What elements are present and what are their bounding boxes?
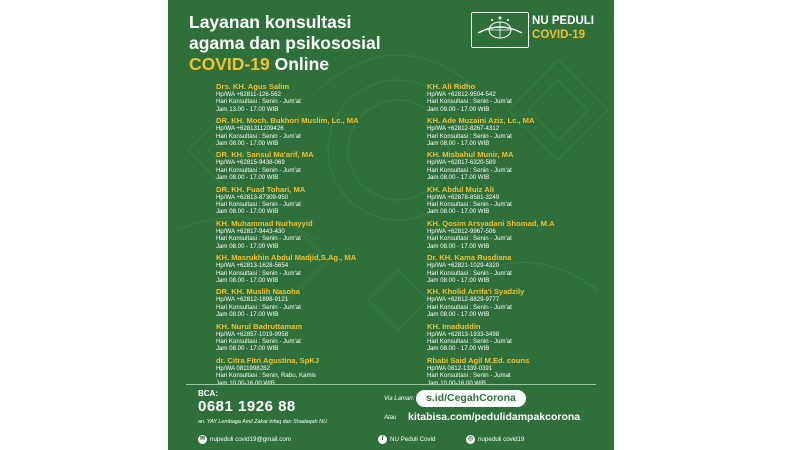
facebook-text: NU Peduli Covid xyxy=(390,435,436,443)
bca-account-number: 0681 1926 88 xyxy=(198,398,296,415)
kitabisa-link[interactable]: kitabisa.com/pedulidampakcorona xyxy=(408,411,581,423)
consultant-phone: Hp/WA +62812-9504-542 xyxy=(427,91,496,98)
social-email xyxy=(198,433,291,445)
consultant-name: DR. KH. Moch. Bukhori Muslim, Lc., MA xyxy=(216,116,359,126)
consultant-name: KH. Misbahul Munir, MA xyxy=(427,150,514,160)
consultant-phone: Hp/WA +62815-9438-069 xyxy=(216,159,285,167)
instagram-text: nupeduli covid19 xyxy=(478,435,525,443)
consultant-name: KH. Masrukhin Abdul Madjid,S.Ag., MA xyxy=(216,253,357,263)
consultant-days: Hari Konsultasi : Senin - Jum'at xyxy=(427,337,512,345)
consultant-phone: Hp/WA +62821-1029-4320 xyxy=(427,262,500,270)
consultant-days: Hari Konsultasi : Senin - Jum'at xyxy=(427,303,512,311)
consultant-days: Hari Konsultasi : Senin - Jum'at xyxy=(216,98,301,106)
consultant-name: KH. Muhammad Nurhayyid xyxy=(216,218,313,228)
consultant-days: Hari Konsultasi : Senin - Jumat xyxy=(427,372,511,380)
consultant-hours: Jam 08.00 - 17.00 WIB xyxy=(216,242,279,250)
consultant-list-right xyxy=(427,82,614,390)
consultant-name: KH. Kholid Arrifa'i Syadzily xyxy=(427,287,525,297)
consultant-name: Dr. KH. Kama Rusdiana xyxy=(427,253,512,263)
consultant-phone: Hp/WA +62857-1019-9958 xyxy=(216,330,289,338)
consultant-name: KH. Imaduddin xyxy=(427,321,481,331)
consultant-phone: Hp/WA +62817-9443-430 xyxy=(216,227,285,235)
social-instagram xyxy=(466,433,524,445)
consultant-days: Hari Konsultasi : Senin - Jum'at xyxy=(427,235,512,243)
logo-text xyxy=(532,14,594,42)
poster-title xyxy=(189,12,381,75)
consultant-hours: Jam 08.00 - 17.00 WIB xyxy=(427,140,490,148)
consultant-entry xyxy=(216,287,421,318)
consultant-list-left xyxy=(216,82,421,390)
via-label: Via Laman: xyxy=(384,396,415,402)
consultant-name: dr. Citra Fitri Agustina, SpKJ xyxy=(216,355,320,365)
consultant-name: KH. Ali Ridho xyxy=(427,82,476,91)
consultant-phone: Hp/WA +62813-1628-5654 xyxy=(216,262,289,270)
consultant-hours: Jam 08.00 - 17.00 WIB xyxy=(427,242,490,250)
consultant-days: Hari Konsultasi : Senin - Jum'at xyxy=(216,303,301,311)
consultant-hours: Jam 08.00 - 17.00 WIB xyxy=(216,276,279,284)
consultant-hours: Jam 08.00 - 17.00 WIB xyxy=(427,174,490,182)
consultant-name: KH. Qosim Arsyadani Shomad, M.A xyxy=(427,218,555,228)
title-line-3 xyxy=(189,54,381,75)
title-line-2: agama dan psikososial xyxy=(189,33,381,53)
title-line-1: Layanan konsultasi xyxy=(189,12,352,32)
bca-label: BCA: xyxy=(198,389,218,398)
facebook-icon: f xyxy=(378,435,387,444)
consultant-days: Hari Konsultasi : Senin - Jum'at xyxy=(427,166,512,174)
consultant-phone: Hp/WA +62812-8829-9777 xyxy=(427,296,500,304)
logo-text-line-1: NU PEDULI xyxy=(532,15,594,27)
consultant-days: Hari Konsultasi : Senin - Jum'at xyxy=(427,132,512,140)
consultant-phone: Hp/WA +6281311209426 xyxy=(216,125,284,133)
consultant-days: Hari Konsultasi : Senin - Jum'at xyxy=(216,337,301,345)
consultant-hours: Jam 13.00 - 17.00 WIB xyxy=(216,105,279,113)
consultant-entry xyxy=(427,185,614,216)
consultant-name: Drs. KH. Agus Salim xyxy=(216,82,290,91)
logo-text-line-2: COVID-19 xyxy=(532,29,586,41)
consultant-entry xyxy=(427,219,614,250)
bca-account-holder: an. YAY Lembaga Amil Zakat Infaq dan Shadaqah NU xyxy=(198,419,327,425)
consultant-entry xyxy=(427,82,614,113)
consultant-entry xyxy=(427,116,614,147)
consultant-entry xyxy=(216,322,421,353)
consultant-name: KH. Nurul Badruttamam xyxy=(216,321,303,331)
email-icon: ✉ xyxy=(199,435,206,442)
consultant-entry xyxy=(216,356,421,387)
email-text: nupeduli covid19@gmail.com xyxy=(210,435,291,443)
consultant-phone: Hp/WA +62811-126-562 xyxy=(216,91,281,98)
consultant-days: Hari Konsultasi : Senin - Jum'at xyxy=(427,201,512,209)
consultant-days: Hari Konsultasi : Senin - Jum'at xyxy=(216,166,301,174)
consultant-name: DR. KH. Sansul Ma'arif, MA xyxy=(216,150,314,160)
consultant-days: Hari Konsultasi : Senin - Jum'at xyxy=(427,269,512,277)
consultant-entry xyxy=(216,253,421,284)
title-line-3-rest: Online xyxy=(269,54,330,74)
nu-logo xyxy=(471,12,529,48)
consultant-hours: Jam 08.00 - 17.00 WIB xyxy=(216,345,279,353)
poster xyxy=(168,0,614,450)
consultant-phone: Hp/WA 0811998282 xyxy=(216,364,270,372)
consultant-name: KH. Abdul Muiz Ali xyxy=(427,184,494,194)
consultant-days: Hari Konsultasi : Senin - Jum'at xyxy=(216,201,301,209)
consultant-phone: Hp/WA +62813-87309-950 xyxy=(216,193,289,201)
consultant-entry xyxy=(427,253,614,284)
consultant-hours: Jam 08.00 - 17.00 WIB xyxy=(216,140,279,148)
consultant-phone: Hp/WA +62812-9967-506 xyxy=(427,227,496,235)
via-link[interactable]: s.id/CegahCorona xyxy=(416,390,526,407)
consultant-phone: Hp/WA +62878-8581-3249 xyxy=(427,193,500,201)
atau-label: Atau xyxy=(384,415,397,421)
instagram-icon: ◎ xyxy=(467,435,474,442)
consultant-hours: Jam 09.00 - 17.00 WIB xyxy=(427,105,490,113)
consultant-phone: Hp/WA +62813-1933-3498 xyxy=(427,330,500,338)
consultant-hours: Jam 08.00 - 17.00 WIB xyxy=(216,311,279,319)
consultant-entry xyxy=(216,116,421,147)
consultant-hours: Jam 08.00 - 17.00 WIB xyxy=(427,311,490,319)
consultant-entry xyxy=(216,82,421,113)
consultant-days: Hari Konsultasi : Senin - Jum'at xyxy=(216,269,301,277)
consultant-hours: Jam 08.00 - 17.00 WIB xyxy=(216,208,279,216)
consultant-entry xyxy=(427,287,614,318)
title-highlight: COVID-19 xyxy=(189,54,270,74)
consultant-entry xyxy=(427,150,614,181)
consultant-name: DR. KH. Muslih Nasoha xyxy=(216,287,300,297)
consultant-phone: Hp/WA 0812-1339-0391 xyxy=(427,364,493,372)
social-facebook xyxy=(378,433,435,445)
nu-globe-icon xyxy=(472,13,528,47)
consultant-days: Hari Konsultasi : Senin - Jum'at xyxy=(216,235,301,243)
consultant-phone: Hp/WA +62812-8267-4312 xyxy=(427,125,500,133)
consultant-days: Hari Konsultasi : Senin - Jum'at xyxy=(216,132,301,140)
consultant-entry xyxy=(216,150,421,181)
consultant-entry xyxy=(427,322,614,353)
consultant-entry xyxy=(216,185,421,216)
consultant-name: Rhabi Said Agil M.Ed. couns xyxy=(427,355,530,365)
consultant-hours: Jam 08.00 - 17.00 WIB xyxy=(216,174,279,182)
consultant-days: Hari Konsultasi : Senin, Rabu, Kamis xyxy=(216,372,316,380)
consultant-phone: Hp/WA +62812-1898-9121 xyxy=(216,296,289,304)
consultant-name: DR. KH. Fuad Tohari, MA xyxy=(216,184,306,194)
divider xyxy=(186,384,596,385)
consultant-hours: Jam 08.00 - 17.00 WIB xyxy=(427,276,490,284)
consultant-phone: Hp/WA +62817-6320-589 xyxy=(427,159,496,167)
consultant-hours: Jam 08.00 - 17.00 WIB xyxy=(427,208,490,216)
consultant-name: KH. Ade Muzaini Aziz, Lc., MA xyxy=(427,116,535,126)
consultant-hours: Jam 08.00 - 17.00 WIB xyxy=(427,345,490,353)
consultant-entry xyxy=(427,356,614,387)
consultant-days: Hari Konsultasi : Senin - Jum'at xyxy=(427,98,512,106)
consultant-entry xyxy=(216,219,421,250)
